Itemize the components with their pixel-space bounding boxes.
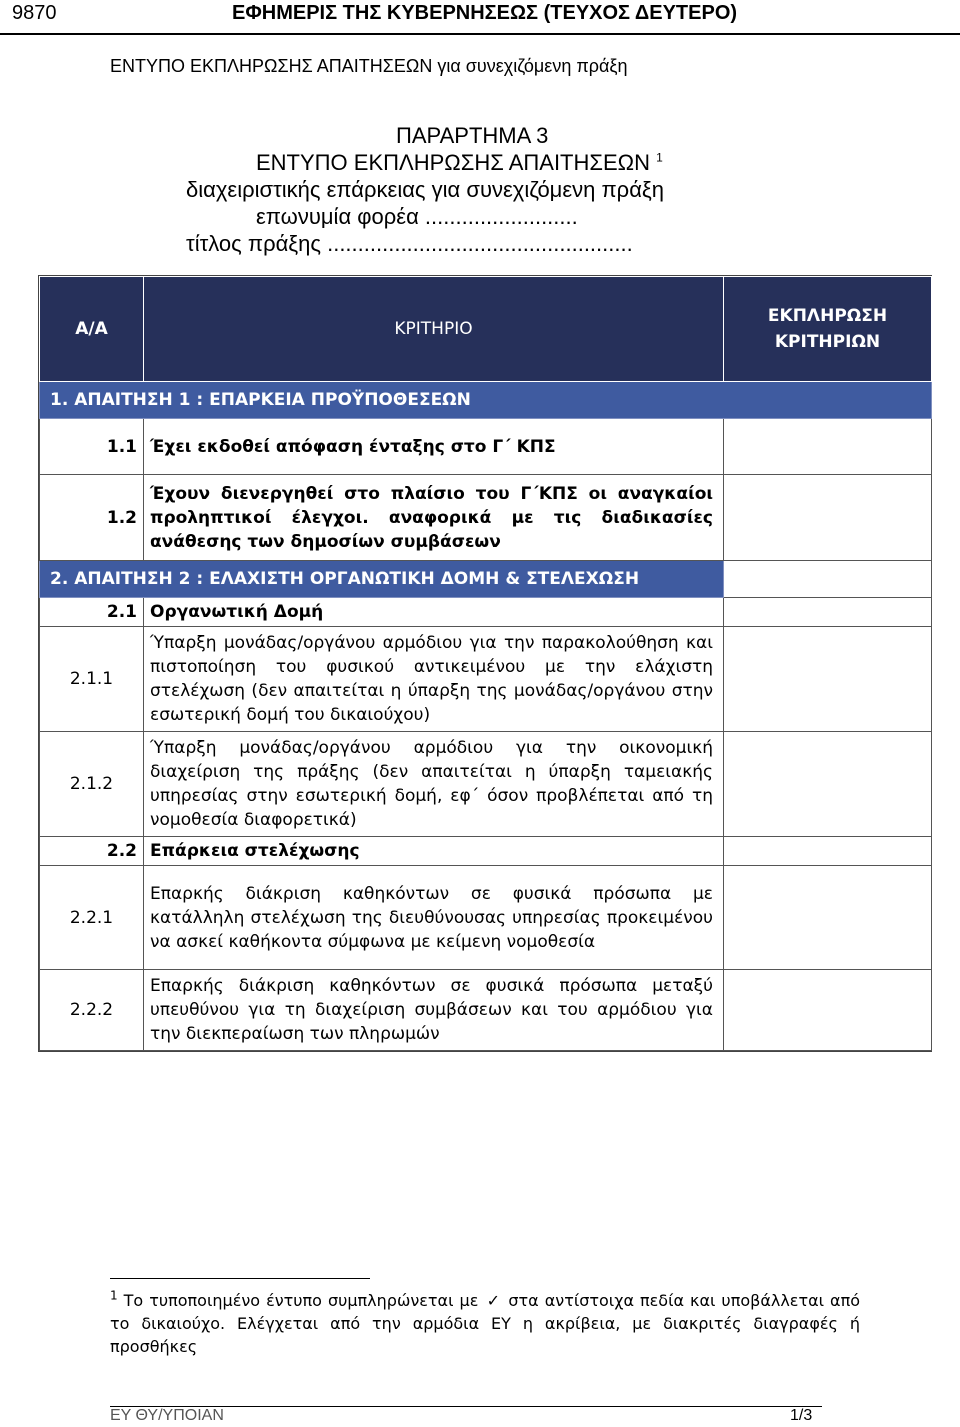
row-number: 2.1 bbox=[40, 598, 144, 627]
row-number: 2.1.1 bbox=[40, 627, 144, 732]
form-subtitle: ΕΝΤΥΠΟ ΕΚΠΛΗΡΩΣΗΣ ΑΠΑΙΤΗΣΕΩΝ για συνεχιζόμενη πράξη bbox=[110, 56, 628, 76]
table-row bbox=[40, 419, 932, 475]
fulfillment-cell bbox=[724, 837, 932, 866]
footnote bbox=[110, 1289, 860, 1358]
criterion-text: Επαρκής διάκριση καθηκόντων σε φυσικά πρόσωπα με κατάλληλη στελέχωση της διευθύνουσας υπηρεσίας προκειμένου να ασκεί καθήκοντα σύμφωνα με κείμενη νομοθεσία bbox=[144, 866, 724, 970]
form-title-text: ΕΝΤΥΠΟ ΕΚΠΛΗΡΩΣΗΣ ΑΠΑΙΤΗΣΕΩΝ bbox=[256, 150, 650, 175]
criterion-text: Έχουν διενεργηθεί στο πλαίσιο του Γ΄ΚΠΣ οι αναγκαίοι προληπτικοί έλεγχοι. αναφορικά με τις διαδικασίες ανάθεσης των δημοσίων συμβάσεων bbox=[144, 475, 724, 561]
header-fulfillment bbox=[724, 277, 932, 382]
criterion-text: Ύπαρξη μονάδας/οργάνου αρμόδιου για την οικονομική διαχείριση της πράξης (δεν απαιτείται η ύπαρξη ταμειακής υπηρεσίας στην εσωτερική δομή, εφ΄ όσον προβλέπεται από τη νομοθεσία διαφορετικά) bbox=[144, 732, 724, 837]
section-row-2 bbox=[40, 561, 932, 598]
project-title-line: τίτλος πράξης .................................................. bbox=[186, 231, 633, 256]
row-number: 1.1 bbox=[40, 419, 144, 475]
footer-page-count: 1/3 bbox=[790, 1407, 813, 1424]
requirements-table bbox=[38, 275, 932, 1052]
fulfillment-cell[interactable] bbox=[724, 970, 932, 1051]
section-2-label: 2. ΑΠΑΙΤΗΣΗ 2 : ΕΛΑΧΙΣΤΗ ΟΡΓΑΝΩΤΙΚΗ ΔΟΜΗ & ΣΤΕΛΕΧΩΣΗ bbox=[40, 561, 724, 598]
entity-name-line: επωνυμία φορέα ......................... bbox=[256, 204, 578, 229]
form-title-line3: διαχειριστικής επάρκειας για συνεχιζόμενη πράξη bbox=[186, 177, 665, 202]
criterion-text: Ύπαρξη μονάδας/οργάνου αρμόδιου για την παρακολούθηση και πιστοποίηση του φυσικού αντικειμένου με την ελάχιστη στελέχωση (δεν απαιτείται η ύπαρξη της μονάδας/οργάνου στην εσωτερική δομή του δικαιούχου) bbox=[144, 627, 724, 732]
table-header-row bbox=[40, 277, 932, 382]
table-row bbox=[40, 866, 932, 970]
row-number: 2.2 bbox=[40, 837, 144, 866]
table-row bbox=[40, 475, 932, 561]
criterion-text: Έχει εκδοθεί απόφαση ένταξης στο Γ΄ ΚΠΣ bbox=[144, 419, 724, 475]
footnote-separator bbox=[110, 1278, 370, 1279]
criterion-text: Επαρκής διάκριση καθηκόντων σε φυσικά πρόσωπα μεταξύ υπευθύνου για τη διαχείριση συμβάσεων και του αρμόδιου για την διεκπεραίωση των πληρωμών bbox=[144, 970, 724, 1051]
header-fulfillment-line2: ΚΡΙΤΗΡΙΩΝ bbox=[774, 332, 881, 352]
fulfillment-cell[interactable] bbox=[724, 627, 932, 732]
page-number: 9870 bbox=[12, 2, 57, 24]
subsection-label: Οργανωτική Δομή bbox=[144, 598, 724, 627]
fulfillment-cell[interactable] bbox=[724, 866, 932, 970]
check-icon: ✓ bbox=[486, 1291, 501, 1310]
annex-title: ΠΑΡΑΡΤΗΜΑ 3 bbox=[396, 123, 549, 148]
header-rule bbox=[0, 33, 960, 35]
table-row bbox=[40, 627, 932, 732]
section-row-1 bbox=[40, 382, 932, 419]
subsection-row bbox=[40, 837, 932, 866]
footer-org: ΕΥ ΘΥ/ΥΠΟΙΑΝ bbox=[110, 1407, 224, 1424]
table-row bbox=[40, 732, 932, 837]
row-number: 2.1.2 bbox=[40, 732, 144, 837]
gazette-title: ΕΦΗΜΕΡΙΣ ΤΗΣ ΚΥΒΕΡΝΗΣΕΩΣ (ΤΕΥΧΟΣ ΔΕΥΤΕΡΟ) bbox=[232, 2, 738, 24]
header-aa: Α/Α bbox=[40, 277, 144, 382]
row-number: 2.2.2 bbox=[40, 970, 144, 1051]
fulfillment-cell[interactable] bbox=[724, 419, 932, 475]
subsection-label: Επάρκεια στελέχωσης bbox=[144, 837, 724, 866]
fulfillment-cell[interactable] bbox=[724, 475, 932, 561]
header-criterion: ΚΡΙΤΗΡΙΟ bbox=[144, 277, 724, 382]
fulfillment-cell bbox=[724, 561, 932, 598]
form-title bbox=[256, 149, 663, 176]
section-1-label: 1. ΑΠΑΙΤΗΣΗ 1 : ΕΠΑΡΚΕΙΑ ΠΡΟΫΠΟΘΕΣΕΩΝ bbox=[40, 382, 932, 419]
fulfillment-cell bbox=[724, 598, 932, 627]
footnote-text-start: Το τυποποιημένο έντυπο συμπληρώνεται με bbox=[123, 1291, 479, 1310]
fulfillment-cell[interactable] bbox=[724, 732, 932, 837]
footnote-ref: 1 bbox=[656, 150, 663, 165]
row-number: 1.2 bbox=[40, 475, 144, 561]
header-fulfillment-line1: ΕΚΠΛΗΡΩΣΗ bbox=[767, 306, 888, 326]
footnote-marker: 1 bbox=[110, 1288, 118, 1303]
row-number: 2.2.1 bbox=[40, 866, 144, 970]
subsection-row bbox=[40, 598, 932, 627]
table-row bbox=[40, 970, 932, 1051]
footnote-text-end: στα αντίστοιχα πεδία και υποβάλλεται από το δικαιούχο. Ελέγχεται από την αρμόδια ΕΥ η ακρίβεια, με διακριτές διαγραφές ή προσθήκες bbox=[110, 1291, 861, 1356]
